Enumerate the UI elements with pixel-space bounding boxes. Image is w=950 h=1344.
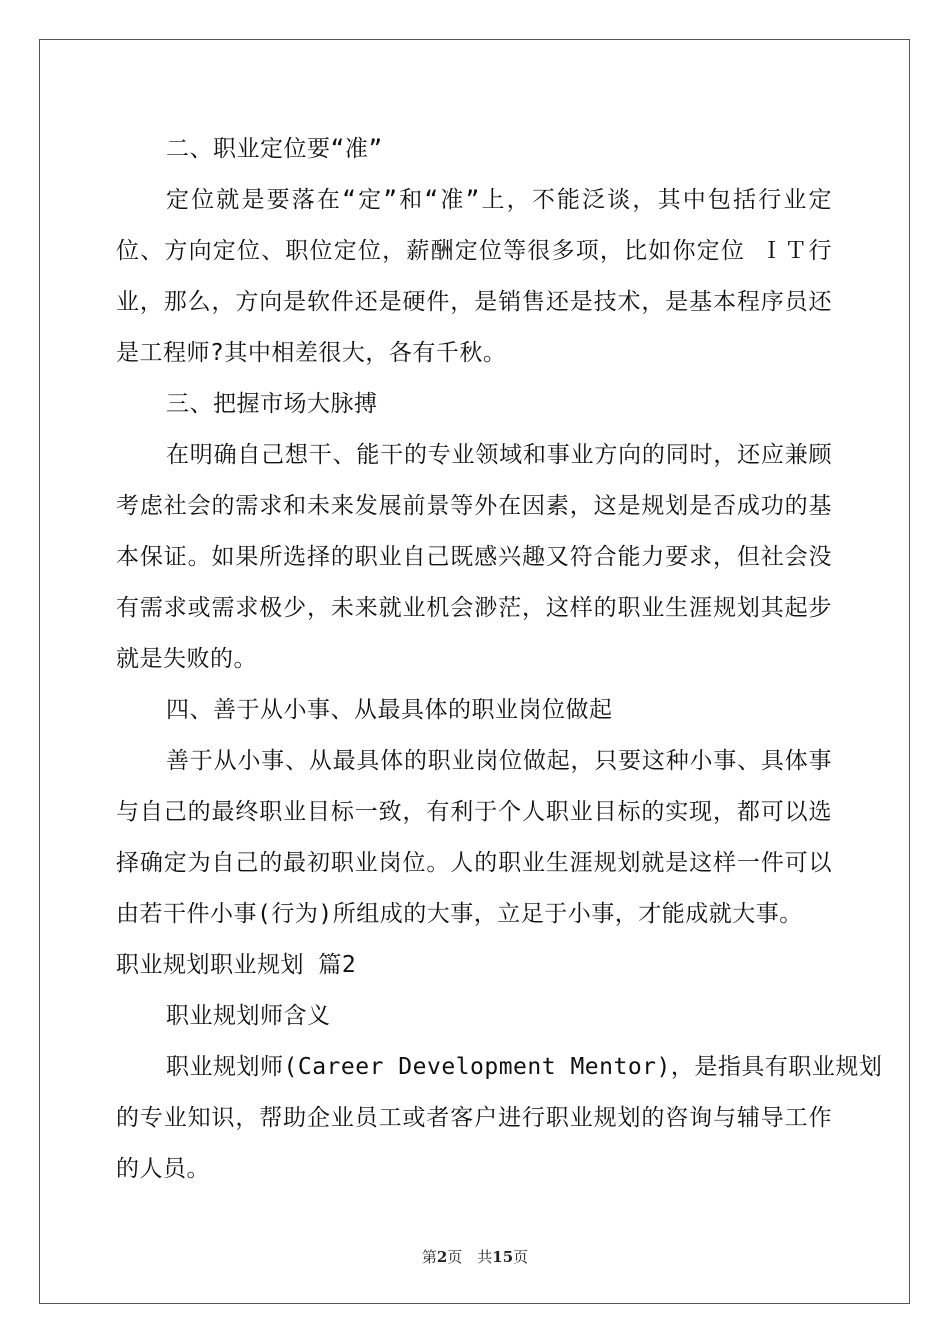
total-page-count: 15 [492, 1248, 514, 1266]
document-body [116, 124, 883, 1195]
paragraph-line: 本保证。如果所选择的职业自己既感兴趣又符合能力要求，但社会没 [116, 544, 832, 570]
paragraph-line: 在明确自己想干、能干的专业领域和事业方向的同时，还应兼顾 [166, 442, 832, 468]
current-page-number: 2 [436, 1248, 448, 1266]
paragraph-line: 的专业知识，帮助企业员工或者客户进行职业规划的咨询与辅导工作 [116, 1105, 832, 1131]
paragraph-line: 有需求或需求极少，未来就业机会渺茫，这样的职业生涯规划其起步 [116, 595, 832, 621]
paragraph-line: 考虑社会的需求和未来发展前景等外在因素，这是规划是否成功的基 [116, 493, 832, 519]
paragraph-line: 业，那么，方向是软件还是硬件，是销售还是技术，是基本程序员还 [116, 289, 832, 315]
article-title: 职业规划职业规划 篇2 [116, 952, 357, 978]
footer-prefix: 第 [421, 1248, 437, 1266]
paragraph-line: 由若干件小事(行为)所组成的大事，立足于小事，才能成就大事。 [116, 901, 803, 927]
page-footer [0, 1246, 950, 1267]
paragraph-line: 是工程师?其中相差很大，各有千秋。 [116, 340, 507, 366]
paragraph-line: 就是失败的。 [116, 646, 257, 672]
section-heading: 二、职业定位要“准” [166, 136, 383, 162]
section-heading: 四、善于从小事、从最具体的职业岗位做起 [166, 697, 613, 723]
footer-suffix: 页 [513, 1248, 529, 1266]
paragraph-line: 与自己的最终职业目标一致，有利于个人职业目标的实现，都可以选 [116, 799, 832, 825]
footer-mid: 页 共 [447, 1248, 493, 1266]
section-heading: 三、把握市场大脉搏 [166, 391, 378, 417]
paragraph-line: 定位就是要落在“定”和“准”上，不能泛谈，其中包括行业定 [166, 187, 832, 213]
section-heading: 职业规划师含义 [166, 1003, 331, 1029]
paragraph-line: 位、方向定位、职位定位，薪酬定位等很多项，比如你定位 ＩＴ行 [116, 238, 832, 264]
paragraph-line: 择确定为自己的最初职业岗位。人的职业生涯规划就是这样一件可以 [116, 850, 832, 876]
paragraph-line: 善于从小事、从最具体的职业岗位做起，只要这种小事、具体事 [166, 748, 832, 774]
paragraph-line: 职业规划师(Career Development Mentor)，是指具有职业规划 [166, 1054, 883, 1080]
paragraph-line: 的人员。 [116, 1156, 210, 1182]
